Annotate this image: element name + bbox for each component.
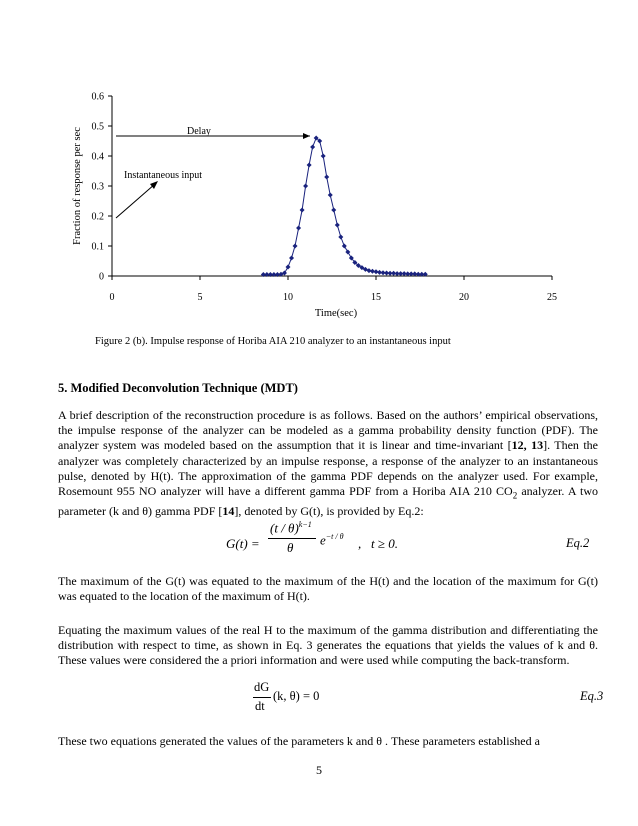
equation-3: [250, 680, 606, 720]
equation-2: [226, 520, 606, 560]
p1-text-b: ]. Then the analyzer was completely characterized by an impulse response, a response of the analyzer to an instantaneous pulse, denoted by H(t). The approximation of the gamma PDF depends on the analyzer used. For example, Rosemount 955 NO analyzer will have a different gamma PDF from a Horiba AIA 210 CO: [58, 438, 598, 499]
data-point: [342, 244, 347, 249]
p1-text-c: analyzer. A two parameter (k and θ) gamma PDF [: [58, 484, 598, 518]
y-tick-label: 0.4: [91, 151, 104, 163]
eq3-rhs: (k, θ) = 0: [273, 689, 320, 703]
data-point: [300, 208, 305, 213]
data-point: [321, 154, 326, 159]
data-point: [293, 244, 298, 249]
x-tick-label: 0: [109, 292, 115, 303]
data-point: [307, 163, 312, 168]
y-tick-label: 0.5: [91, 121, 104, 133]
chart-axes: [112, 96, 552, 276]
x-axis-label: Time(sec): [314, 308, 358, 319]
p1-text-a: A brief description of the reconstruction procedure is as follows. Based on the authors’ empirical observations, the impulse response of the analyzer can be modeled as a gamma probability density function (PDF). The analyzer system was modeled based on the assumption that it is linear and time-invariant [: [58, 408, 598, 453]
chart-series: [261, 136, 428, 278]
citation-12-13[interactable]: 12, 13: [511, 438, 544, 453]
eq3-label: Eq.3: [580, 689, 604, 703]
series-line: [263, 138, 425, 275]
subscript-2: 2: [512, 490, 518, 501]
paragraph-maximum: The maximum of the G(t) was equated to the maximum of the H(t) and the location of the maximum for G(t) was equated to the location of the maximum of H(t).: [58, 574, 598, 604]
data-point: [338, 235, 343, 240]
y-tick-label: 0: [99, 271, 104, 283]
data-point: [324, 175, 329, 180]
eq3-fraction-bar: [253, 697, 271, 698]
x-tick-label: 15: [371, 292, 381, 303]
delay-arrowhead: [303, 133, 310, 139]
figure-caption: Figure 2 (b). Impulse response of Horiba AIA 210 analyzer to an instantaneous input: [95, 336, 451, 347]
paragraph-description: [58, 408, 598, 519]
eq2-label: Eq.2: [566, 536, 590, 550]
eq2-numerator: (t / θ)$^{k-1}$: [270, 520, 312, 536]
data-point: [296, 226, 301, 231]
y-tick-label: 0.2: [91, 211, 104, 223]
data-point: [286, 265, 291, 270]
y-tick-label: 0.3: [91, 181, 104, 193]
eq2-num-exponent: k−1: [298, 520, 312, 529]
paragraph-parameters: These two equations generated the values of the parameters k and θ . These parameters established a: [58, 734, 540, 748]
data-point: [345, 250, 350, 255]
eq2-lhs: G(t) =: [226, 536, 260, 551]
input-arrow: [116, 184, 155, 218]
impulse-response-chart: [0, 0, 638, 330]
data-point: [303, 184, 308, 189]
eq2-fraction-bar: [268, 538, 316, 539]
eq2-denominator: θ: [287, 540, 294, 555]
x-tick-label: 10: [283, 292, 293, 303]
x-tick-label: 20: [459, 292, 469, 303]
eq3-numerator: dG: [254, 680, 270, 694]
instantaneous-input-label: Instantaneous input: [124, 170, 203, 181]
page-number: 5: [316, 763, 322, 777]
chart-annotations: [116, 126, 310, 218]
chart-ticks: [92, 92, 558, 304]
y-axis-label: Fraction of response per sec: [72, 127, 83, 245]
eq2-exp: $e^{-t / \theta}$: [320, 532, 344, 548]
data-point: [289, 256, 294, 261]
x-tick-label: 5: [197, 292, 203, 303]
eq2-exp-power: −t / θ: [325, 532, 344, 541]
citation-14[interactable]: 14: [222, 503, 235, 518]
section-heading: 5. Modified Deconvolution Technique (MDT): [58, 381, 298, 395]
delay-label: Delay: [187, 126, 211, 137]
x-tick-label: 25: [547, 292, 557, 303]
data-point: [310, 145, 315, 150]
y-tick-label: 0.1: [91, 241, 104, 253]
y-tick-label: 0.6: [91, 91, 104, 103]
eq3-denominator: dt: [255, 699, 265, 713]
paragraph-equating: Equating the maximum values of the real H to the maximum of the gamma distribution and differentiating the distribution with respect to time, as shown in Eq. 3 generates the equations that yields the values of k and θ. These values were considered the a priori information and were used while computing the back-transform.: [58, 623, 598, 668]
data-point: [331, 208, 336, 213]
eq2-condition: , t ≥ 0.: [358, 536, 398, 551]
data-point: [328, 193, 333, 198]
p1-text-d: ], denoted by G(t), is provided by Eq.2:: [234, 503, 424, 518]
data-point: [335, 223, 340, 228]
